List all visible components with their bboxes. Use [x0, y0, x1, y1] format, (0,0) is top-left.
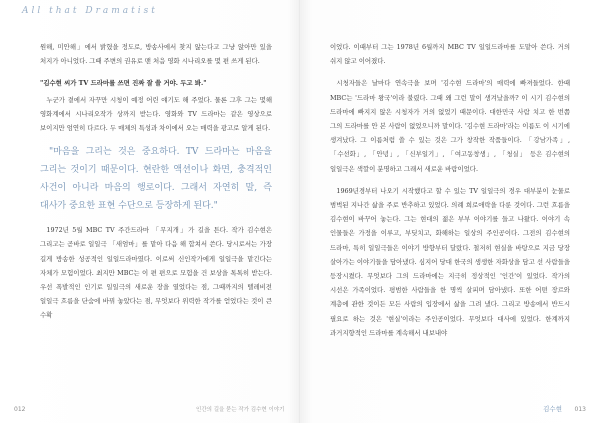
- body-paragraph: 이었다. 이때부터 그는 1978년 6월까지 MBC TV 일일드라마를 도맡아 쓴다. 거의 쉬지 않고 이어졌다.: [330, 43, 570, 66]
- body-paragraph: 1972년 5월 MBC TV 주간드라마 「무지개」가 길을 튼다. 작가 김수현은 그리고는 곧바로 일일극 「새엄마」를 맡아 다음 해 합쳐서 쓴다. 당시로서는 가장 길게 방송한 성공적인 일일드라마였다. 이로써 신인작가에게 일일극을 맡긴다는 자체가 모험이었다. 최지만 MBC는 이 편 편으로 모험을 건 보상을 톡톡히 받는다. 우선 폭발적인 인기로 일일극의 새로운 장을 열었다는 점, 그때까지의 텔레비전 일일극 흐름을 단숨에 바꿔 놓았다는 점, 무엇보다 위력한 작가를 얻었다는 것이 큰 수확: [40, 226, 272, 320]
- right-page-number: 013: [574, 406, 586, 413]
- quoted-line: "김수현 씨가 TV 드라마를 쓰면 진짜 잘 쓸 거야. 두고 봐.": [40, 79, 207, 88]
- body-paragraph: 원해, 미안해」에서 밝혔을 정도로, 방송사에서 찾지 않는다고 그냥 앉아만 있을 처지가 아니었다. 그때 주변의 권유로 맨 처음 영화 시나리오를 몇 편 쓰게 된다.: [40, 43, 272, 66]
- left-page-number: 012: [14, 406, 26, 413]
- left-page-body: [40, 40, 272, 331]
- right-page: [300, 0, 600, 423]
- footer-author-name: 김수현: [543, 405, 562, 413]
- body-paragraph: 누군가 곁에서 자꾸만 시청이 예정 어린 얘기도 해 주었다. 물론 그후 그는 몇해 영화계에서 시나리오작가 상까지 받는다. 영화와 TV 드라마는 같은 영상으로 보이지만 엄연히 다르다. 두 매체의 특성과 차이에서 오는 매력을 광고로 알게 된다.: [40, 95, 272, 133]
- running-head: All that Dramatist: [22, 6, 158, 16]
- right-page-body: [330, 40, 570, 348]
- footer-book-title: 인간의 길을 묻는 작가 김수현 이야기: [196, 407, 285, 413]
- body-paragraph: 1969년경부터 나오기 시작했다고 할 수 있는 TV 일일극의 경우 대부분이 눈물로 범벅된 지나간 삶을 주로 반추하고 있었다. 의례 희로애락을 다룬 것이다. 그런 흐름을 김수현이 바꾸어 놓는다. 그는 현대의 젊은 부부 이야기를 들고 나왔다. 이야기 속 인물들은 가정을 이루고, 부딪치고, 화해하는 일상의 주인공이다. 그전의 김수현의 드라마, 특히 일일극들은 이야기 방향부터 달랐다. 철저히 현실을 바탕으로 지금 당장 살아가는 이야기들을 담아냈다. 심지어 당대 한국의 생생한 자화상을 담고 선 사람들을 등장시켰다. 무엇보다 그의 드라마에는 지극히 정상적인 '인간'이 있었다. 작가의 시선은 가족이었다. 평범한 사람들을 한 명씩 살피며 담아냈다. 또한 어떤 장르와 계층에 관한 것이든 모든 사람의 입장에서 삶을 그려 냈다. 그리고 방송에서 반드시 필요로 하는 것은 '현실'이라는 주인공이었다. 무엇보다 대사에 있었다. 한계까지 과거지향적인 드라마를 계속해서 내보내야: [330, 186, 570, 337]
- body-paragraph: 시청자들은 날마다 연속극을 보며 '김수현 드라마'의 매력에 빠져들었다. 한때 MBC는 '드라마 왕국'이라 불렸다. 그때 왜 그런 말이 생겨났을까? 이 시기 김수현의 드라마에 빠지지 않은 시청자가 거의 없었기 때문이다. 대한민국 사람 치고 한 번쯤 그의 드라마를 안 본 사람이 없었으니까 말이다. '김수현 드라마'라는 이름도 이 시기에 생겨났다. 그 이름처럼 쓸 수 있는 것은 그가 창작한 작품들이다. 「강남가족」, 「수선화」, 「안녕」, 「신부일기」, 「여고동창생」, 「청실」 등은 김수현의 일일극은 색깔이 분명하고 그래서 새로운 바람이었다.: [330, 79, 570, 173]
- pull-quote: "마음을 그리는 것은 중요하다. TV 드라마는 마음을 그리는 것이기 때문이다. 현란한 액션이나 화면, 충격적인 사건이 아니라 마음의 행로이다. 그래서 자연히 말, 즉 대사가 중요한 표현 수단으로 등장하게 된다.": [40, 147, 272, 212]
